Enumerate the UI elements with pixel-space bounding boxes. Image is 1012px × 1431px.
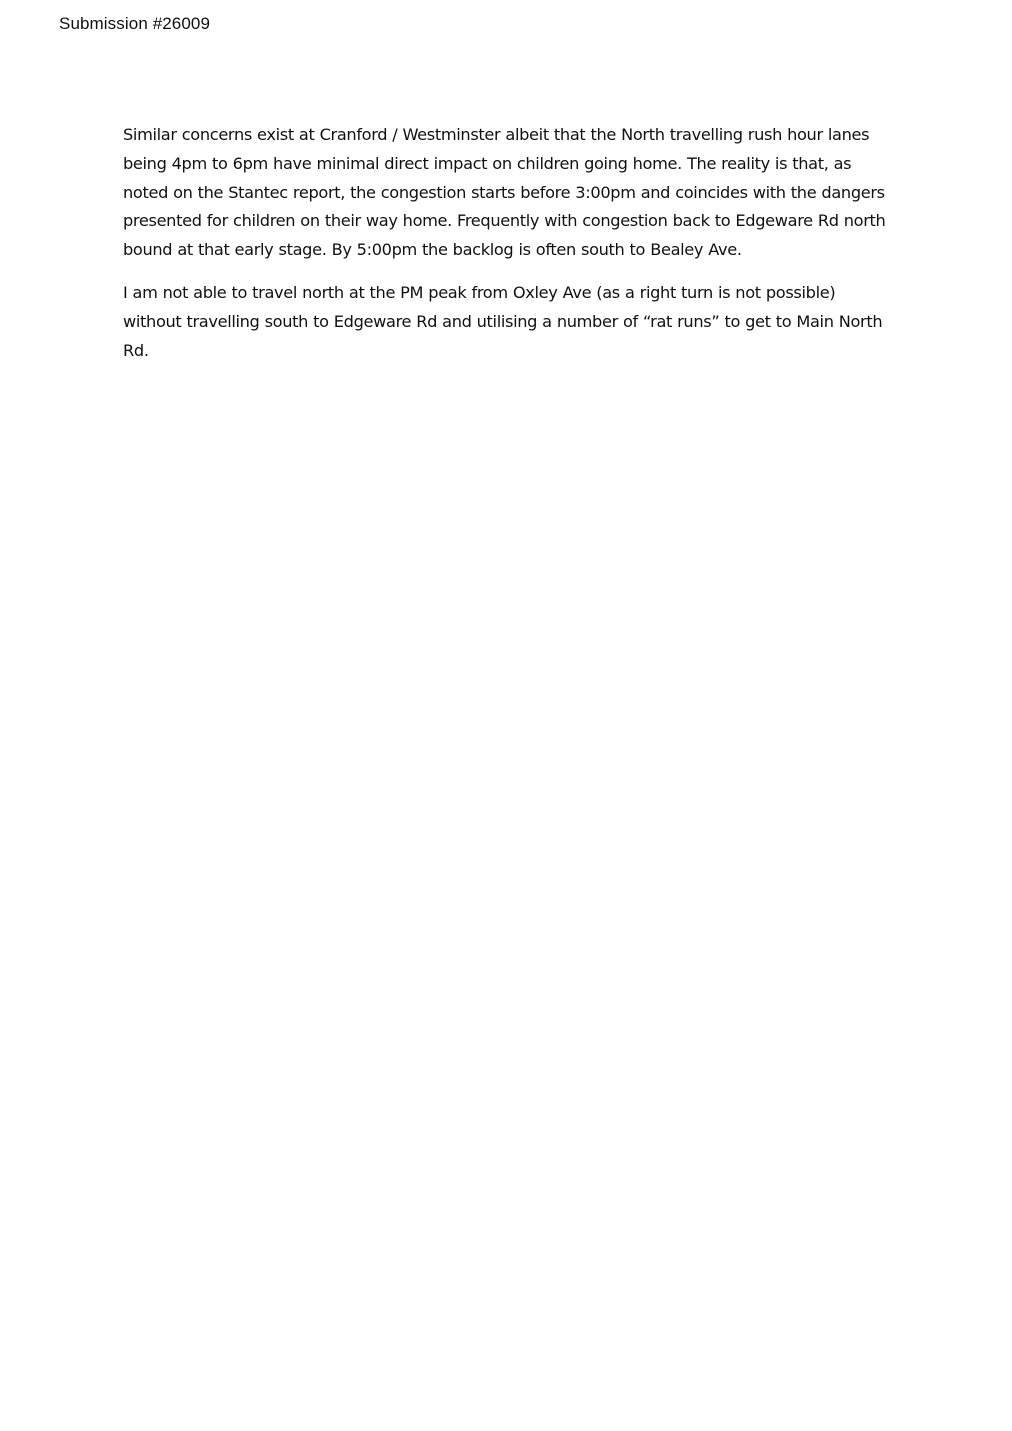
submission-body [123, 121, 898, 379]
body-paragraph-1: Similar concerns exist at Cranford / Westminster albeit that the North travelling rush hour lanes being 4pm to 6pm have minimal direct impact on children going home. The reality is that, as noted on the Stantec report, the congestion starts before 3:00pm and coincides with the dangers presented for children on their way home. Frequently with congestion back to Edgeware Rd north bound at that early stage. By 5:00pm the backlog is often south to Bealey Ave. [123, 125, 886, 260]
submission-header: Submission #26009 [59, 14, 211, 33]
body-paragraph-2: I am not able to travel north at the PM peak from Oxley Ave (as a right turn is not possible) without travelling south to Edgeware Rd and utilising a number of “rat runs” to get to Main North Rd. [123, 282, 883, 360]
